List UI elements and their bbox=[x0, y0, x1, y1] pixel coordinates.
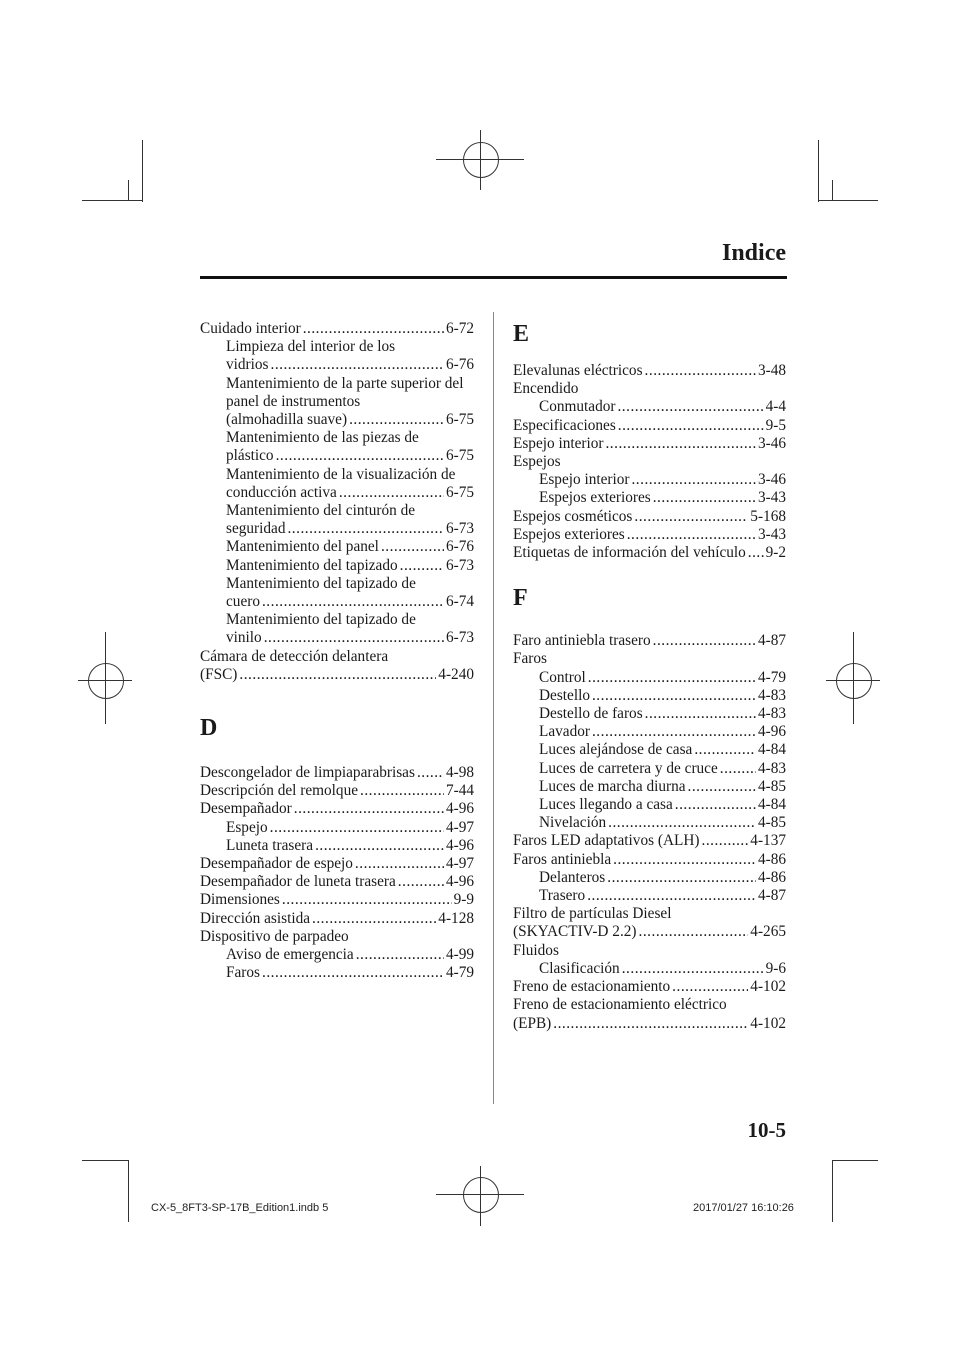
entry-page: 6-75 bbox=[445, 411, 474, 429]
footer-timestamp: 2017/01/27 16:10:26 bbox=[693, 1202, 794, 1214]
entry-text: Lavador bbox=[539, 723, 590, 741]
entry-text: Faro antiniebla trasero bbox=[513, 632, 651, 650]
index-entry-text: panel de instrumentos bbox=[226, 392, 361, 410]
entry-text: Luces de carretera y de cruce bbox=[539, 759, 718, 777]
entry-page: 4-96 bbox=[445, 836, 474, 854]
index-entry bbox=[513, 796, 786, 814]
dot-leader bbox=[645, 362, 756, 380]
dot-leader bbox=[294, 800, 444, 818]
index-entry bbox=[200, 800, 474, 818]
entry-text: Trasero bbox=[539, 887, 586, 905]
dot-leader bbox=[653, 489, 756, 507]
dot-leader bbox=[398, 873, 444, 891]
entry-page: 6-76 bbox=[445, 356, 474, 374]
entry-page: 4-137 bbox=[750, 832, 786, 850]
page-number: 10-5 bbox=[747, 1118, 786, 1142]
entry-text: Faros antiniebla bbox=[513, 850, 612, 868]
footer-file: CX-5_8FT3-SP-17B_Edition1.indb 5 bbox=[151, 1202, 329, 1214]
index-entry bbox=[513, 832, 786, 850]
entry-text: Delanteros bbox=[539, 868, 606, 886]
index-entry bbox=[200, 782, 474, 800]
dot-leader bbox=[356, 946, 444, 964]
index-entry bbox=[200, 320, 474, 338]
index-entry bbox=[513, 778, 786, 796]
entry-text: Mantenimiento del panel bbox=[226, 538, 379, 556]
entry-page: 9-2 bbox=[765, 544, 786, 562]
index-entry bbox=[513, 508, 786, 526]
entry-text: Luces alejándose de casa bbox=[539, 741, 693, 759]
index-entry bbox=[513, 489, 786, 507]
entry-page: 4-83 bbox=[757, 759, 786, 777]
entry-text: (EPB) bbox=[513, 1014, 552, 1032]
dot-leader bbox=[634, 508, 748, 526]
dot-leader bbox=[276, 447, 444, 465]
index-entry bbox=[513, 887, 786, 905]
entry-text: Espejos cosméticos bbox=[513, 507, 633, 525]
index-entry bbox=[513, 362, 786, 380]
entry-page: 4-96 bbox=[445, 800, 474, 818]
dot-leader bbox=[631, 471, 755, 489]
entry-page: 4-4 bbox=[765, 398, 786, 416]
dot-leader bbox=[675, 796, 756, 814]
index-entry bbox=[200, 411, 474, 429]
entry-text: Destello de faros bbox=[539, 705, 643, 723]
entry-text: Cuidado interior bbox=[200, 320, 301, 337]
dot-leader bbox=[627, 526, 756, 544]
index-entry bbox=[200, 855, 474, 873]
dot-leader bbox=[592, 687, 756, 705]
index-section-f bbox=[513, 632, 786, 1032]
dot-leader bbox=[587, 887, 756, 905]
dot-leader bbox=[303, 320, 444, 338]
index-entry bbox=[513, 705, 786, 723]
index-entry bbox=[200, 946, 474, 964]
index-section-e bbox=[513, 362, 786, 562]
dot-leader bbox=[315, 837, 444, 855]
index-entry bbox=[513, 526, 786, 544]
index-entry bbox=[200, 964, 474, 982]
section-letter-e: E bbox=[513, 321, 530, 347]
entry-page: 9-9 bbox=[453, 891, 474, 909]
index-entry-text: Mantenimiento de la parte superior del bbox=[226, 374, 464, 392]
dot-leader bbox=[688, 778, 756, 796]
index-entry-text: Cámara de detección delantera bbox=[200, 647, 389, 665]
dot-leader bbox=[262, 964, 444, 982]
entry-page: 4-128 bbox=[438, 909, 474, 927]
entry-page: 4-84 bbox=[757, 796, 786, 814]
dot-leader bbox=[605, 435, 755, 453]
section-letter-d: D bbox=[200, 715, 218, 742]
index-entry bbox=[513, 978, 786, 996]
index-entry bbox=[513, 687, 786, 705]
dot-leader bbox=[653, 632, 756, 650]
index-entry bbox=[513, 398, 786, 416]
index-entry bbox=[513, 851, 786, 869]
entry-text: Espejos exteriores bbox=[513, 525, 625, 543]
index-entry bbox=[200, 356, 474, 374]
entry-text: Elevalunas eléctricos bbox=[513, 362, 643, 379]
index-column-left bbox=[200, 320, 474, 983]
entry-page: 4-102 bbox=[750, 978, 786, 996]
dot-leader bbox=[617, 398, 763, 416]
entry-text: (SKYACTIV-D 2.2) bbox=[513, 923, 637, 941]
dot-leader bbox=[264, 629, 444, 647]
index-entry bbox=[200, 538, 474, 556]
index-entry-text: Mantenimiento de la visualización de bbox=[226, 465, 456, 483]
index-entry bbox=[513, 632, 786, 650]
entry-page: 4-85 bbox=[757, 814, 786, 832]
entry-page: 4-79 bbox=[445, 964, 474, 982]
index-entry-text: Espejos bbox=[513, 453, 561, 471]
entry-text: conducción activa bbox=[226, 483, 337, 501]
entry-text: Luces llegando a casa bbox=[539, 796, 673, 814]
dot-leader bbox=[349, 411, 444, 429]
entry-page: 4-85 bbox=[757, 777, 786, 795]
index-entry bbox=[513, 1015, 786, 1033]
dot-leader bbox=[588, 669, 756, 687]
index-entry-text: Encendido bbox=[513, 380, 579, 398]
entry-page: 4-96 bbox=[757, 723, 786, 741]
entry-page: 4-86 bbox=[757, 850, 786, 868]
entry-text: Descongelador de limpiaparabrisas bbox=[200, 764, 415, 782]
entry-page: 6-76 bbox=[445, 538, 474, 556]
entry-page: 4-240 bbox=[438, 665, 474, 683]
entry-page: 6-73 bbox=[445, 629, 474, 647]
entry-text: seguridad bbox=[226, 520, 286, 538]
dot-leader bbox=[553, 1015, 748, 1033]
entry-text: Control bbox=[539, 668, 586, 686]
dot-leader bbox=[613, 851, 756, 869]
entry-page: 4-99 bbox=[445, 946, 474, 964]
entry-text: Espejos exteriores bbox=[539, 489, 651, 507]
entry-page: 4-83 bbox=[757, 705, 786, 723]
entry-page: 5-168 bbox=[750, 507, 786, 525]
index-entry bbox=[513, 669, 786, 687]
index-entry bbox=[513, 814, 786, 832]
entry-text: Destello bbox=[539, 686, 590, 704]
index-entry bbox=[200, 764, 474, 782]
entry-page: 3-48 bbox=[757, 362, 786, 379]
index-entry bbox=[513, 960, 786, 978]
entry-page: 4-97 bbox=[445, 855, 474, 873]
entry-text: Freno de estacionamiento bbox=[513, 978, 671, 996]
index-entry bbox=[200, 447, 474, 465]
index-entry-text: Mantenimiento del tapizado de bbox=[226, 574, 416, 592]
entry-page: 9-6 bbox=[765, 959, 786, 977]
entry-text: Luces de marcha diurna bbox=[539, 777, 686, 795]
index-entry bbox=[200, 910, 474, 928]
index-entry-text: Mantenimiento de las piezas de bbox=[226, 429, 419, 447]
index-entry-text: Freno de estacionamiento eléctrico bbox=[513, 996, 727, 1014]
dot-leader bbox=[639, 923, 749, 941]
entry-text: Especificaciones bbox=[513, 416, 616, 434]
entry-text: Espejo interior bbox=[539, 471, 630, 489]
entry-text: vinilo bbox=[226, 629, 262, 647]
dot-leader bbox=[608, 814, 756, 832]
index-entry bbox=[513, 760, 786, 778]
entry-text: Desempañador de espejo bbox=[200, 855, 353, 873]
dot-leader bbox=[622, 960, 764, 978]
entry-text: Mantenimiento del tapizado bbox=[226, 556, 398, 574]
entry-text: Desempañador bbox=[200, 800, 292, 818]
index-section-c bbox=[200, 320, 474, 684]
index-entry bbox=[513, 417, 786, 435]
entry-page: 6-74 bbox=[445, 593, 474, 611]
entry-page: 6-73 bbox=[445, 556, 474, 574]
index-entry bbox=[200, 593, 474, 611]
index-entry bbox=[200, 666, 474, 684]
entry-page: 4-265 bbox=[750, 923, 786, 941]
index-entry bbox=[513, 544, 786, 562]
entry-page: 3-43 bbox=[757, 489, 786, 507]
dot-leader bbox=[355, 855, 444, 873]
index-entry-text: Dispositivo de parpadeo bbox=[200, 927, 349, 945]
index-entry bbox=[200, 837, 474, 855]
entry-page: 4-79 bbox=[757, 668, 786, 686]
dot-leader bbox=[282, 891, 452, 909]
entry-text: Conmutador bbox=[539, 398, 616, 416]
entry-text: Aviso de emergencia bbox=[226, 946, 354, 964]
index-entry bbox=[513, 435, 786, 453]
dot-leader bbox=[312, 910, 436, 928]
column-divider bbox=[493, 312, 494, 1104]
entry-page: 4-96 bbox=[445, 873, 474, 891]
header-rule bbox=[200, 276, 787, 279]
entry-page: 3-43 bbox=[757, 525, 786, 543]
entry-page: 4-86 bbox=[757, 868, 786, 886]
entry-page: 4-102 bbox=[750, 1014, 786, 1032]
dot-leader bbox=[618, 417, 764, 435]
index-entry-text: Mantenimiento del tapizado de bbox=[226, 611, 416, 629]
dot-leader bbox=[287, 520, 443, 538]
index-entry bbox=[200, 891, 474, 909]
page-title: Indice bbox=[721, 240, 786, 266]
index-entry bbox=[513, 923, 786, 941]
dot-leader bbox=[270, 819, 444, 837]
entry-text: Etiquetas de información del vehículo bbox=[513, 544, 746, 562]
entry-text: Clasificación bbox=[539, 959, 620, 977]
entry-text: (FSC) bbox=[200, 665, 238, 683]
entry-page: 6-75 bbox=[445, 447, 474, 465]
entry-text: plástico bbox=[226, 447, 274, 465]
index-entry bbox=[200, 520, 474, 538]
dot-leader bbox=[417, 764, 444, 782]
dot-leader bbox=[748, 544, 764, 562]
entry-text: Espejo bbox=[226, 818, 268, 836]
index-entry-text: Limpieza del interior de los bbox=[226, 338, 396, 356]
entry-page: 4-84 bbox=[757, 741, 786, 759]
entry-text: Dirección asistida bbox=[200, 909, 311, 927]
dot-leader bbox=[360, 782, 444, 800]
dot-leader bbox=[381, 538, 444, 556]
entry-page: 4-87 bbox=[757, 632, 786, 650]
index-entry bbox=[200, 873, 474, 891]
entry-text: (almohadilla suave) bbox=[226, 411, 348, 429]
index-entry-text: Fluidos bbox=[513, 941, 559, 959]
index-entry bbox=[200, 819, 474, 837]
entry-page: 9-5 bbox=[765, 416, 786, 434]
dot-leader bbox=[239, 666, 436, 684]
entry-page: 4-98 bbox=[445, 764, 474, 782]
index-entry bbox=[200, 484, 474, 502]
entry-page: 4-87 bbox=[757, 887, 786, 905]
index-entry-text: Faros bbox=[513, 650, 547, 668]
index-column-right bbox=[513, 320, 786, 1033]
dot-leader bbox=[262, 593, 444, 611]
dot-leader bbox=[607, 869, 756, 887]
entry-text: Desempañador de luneta trasera bbox=[200, 873, 396, 891]
entry-page: 4-97 bbox=[445, 818, 474, 836]
dot-leader bbox=[339, 484, 444, 502]
dot-leader bbox=[645, 705, 756, 723]
entry-text: Luneta trasera bbox=[226, 836, 314, 854]
entry-text: vidrios bbox=[226, 356, 269, 374]
dot-leader bbox=[694, 741, 756, 759]
entry-text: Nivelación bbox=[539, 814, 607, 832]
entry-page: 3-46 bbox=[757, 471, 786, 489]
section-letter-f: F bbox=[513, 585, 528, 612]
entry-text: Espejo interior bbox=[513, 434, 604, 452]
entry-text: Dimensiones bbox=[200, 891, 280, 909]
dot-leader bbox=[400, 557, 444, 575]
entry-page: 6-75 bbox=[445, 483, 474, 501]
index-entry-text: Filtro de partículas Diesel bbox=[513, 905, 672, 923]
dot-leader bbox=[720, 760, 756, 778]
index-entry bbox=[513, 723, 786, 741]
index-entry bbox=[200, 629, 474, 647]
entry-page: 6-73 bbox=[445, 520, 474, 538]
index-entry-text: Mantenimiento del cinturón de bbox=[226, 502, 416, 520]
dot-leader bbox=[672, 978, 748, 996]
entry-page: 7-44 bbox=[445, 782, 474, 800]
entry-text: Faros bbox=[226, 964, 260, 982]
entry-text: Descripción del remolque bbox=[200, 782, 359, 800]
entry-text: Faros LED adaptativos (ALH) bbox=[513, 832, 700, 850]
index-section-d bbox=[200, 764, 474, 982]
dot-leader bbox=[702, 832, 749, 850]
dot-leader bbox=[592, 723, 756, 741]
index-entry bbox=[513, 471, 786, 489]
entry-page: 4-83 bbox=[757, 686, 786, 704]
index-entry bbox=[513, 741, 786, 759]
entry-page: 6-72 bbox=[445, 320, 474, 337]
dot-leader bbox=[271, 356, 444, 374]
entry-text: cuero bbox=[226, 593, 260, 611]
entry-page: 3-46 bbox=[757, 434, 786, 452]
index-entry bbox=[513, 869, 786, 887]
index-entry bbox=[200, 557, 474, 575]
